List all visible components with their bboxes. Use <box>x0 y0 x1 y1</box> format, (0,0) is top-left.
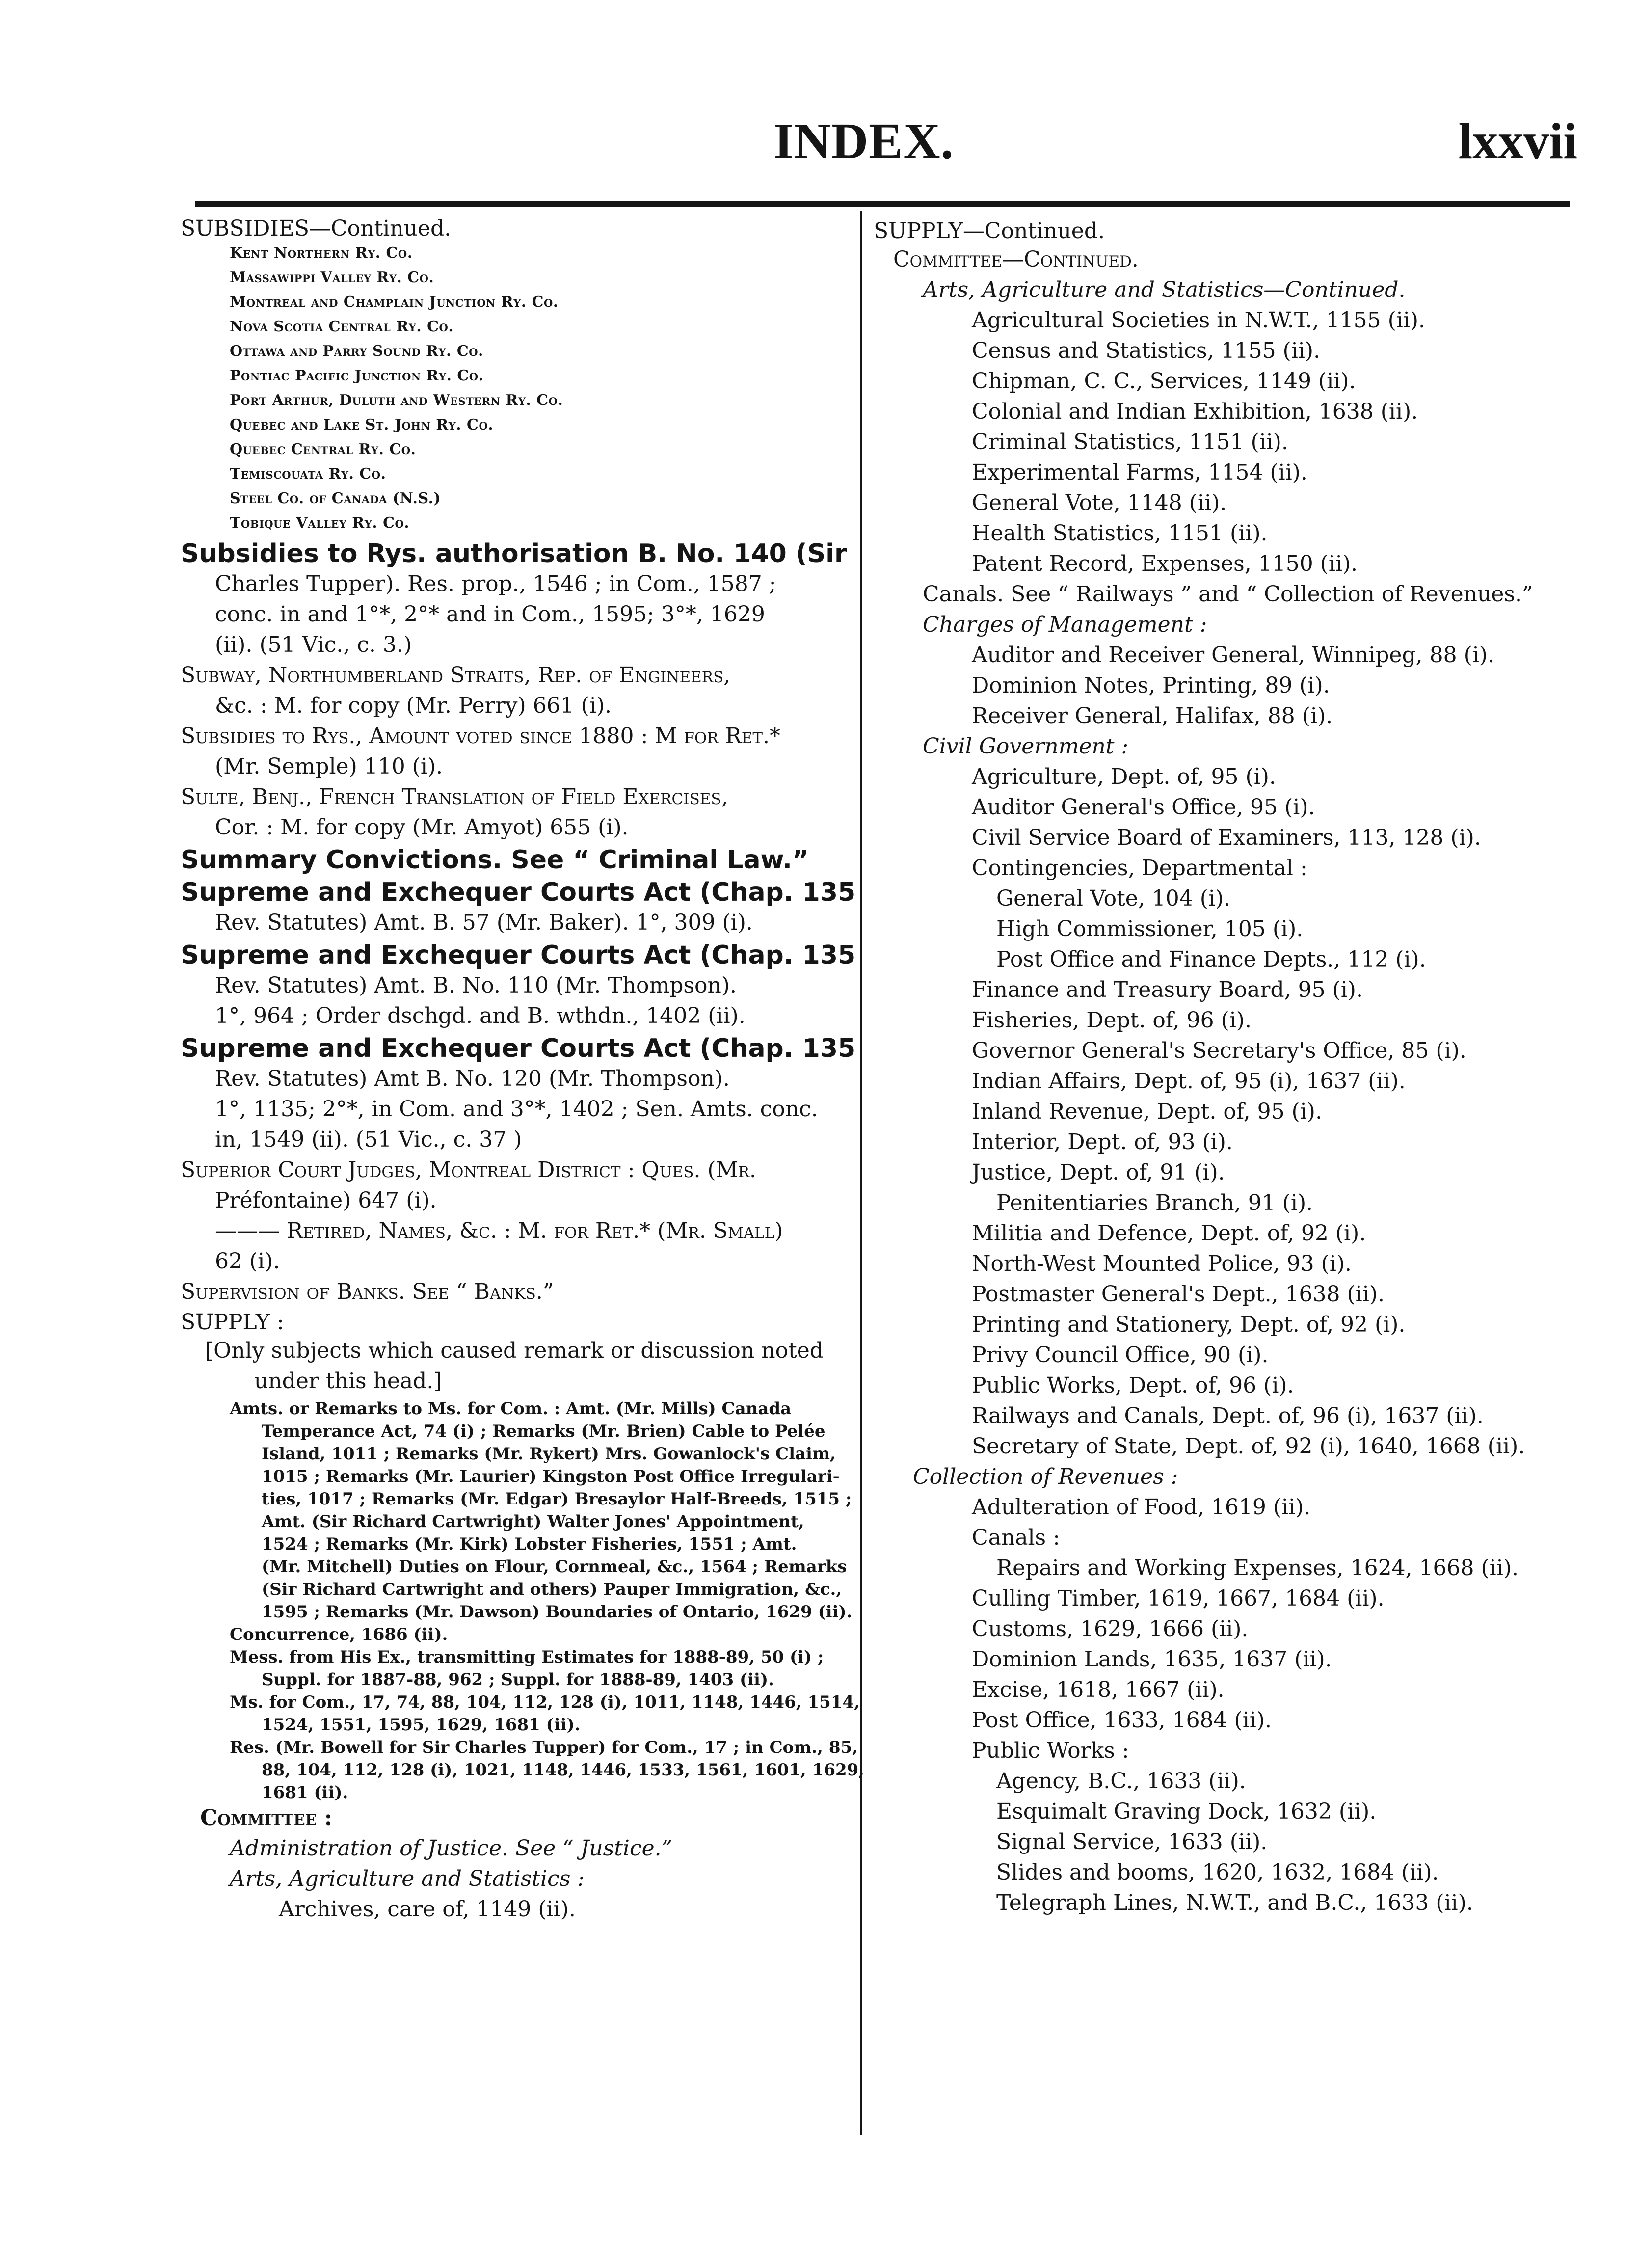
index-entry-line: 1595 ; Remarks (Mr. Dawson) Boundaries of Ontario, 1629 (ii). <box>262 1602 853 1622</box>
index-entry-line: 1681 (ii). <box>262 1783 348 1802</box>
index-entry-line: Rev. Statutes) Amt. B. 57 (Mr. Baker). 1°, 309 (i). <box>215 910 753 935</box>
index-entry-line: Public Works, Dept. of, 96 (i). <box>972 1373 1294 1398</box>
index-entry-line: Railways and Canals, Dept. of, 96 (i), 1637 (ii). <box>972 1403 1484 1428</box>
index-entry-line: Massawippi Valley Ry. Co. <box>230 269 434 286</box>
index-entry-line: SUPPLY—Continued. <box>874 218 1105 243</box>
index-entry-line: Suppl. for 1887-88, 962 ; Suppl. for 1888-89, 1403 (ii). <box>262 1670 774 1690</box>
index-entry-line: Pontiac Pacific Junction Ry. Co. <box>230 367 484 384</box>
index-entry-line: 1°, 964 ; Order dschgd. and B. wthdn., 1402 (ii). <box>215 1003 746 1028</box>
index-entry-line: Temiscouata Ry. Co. <box>230 465 386 483</box>
page-number: lxxvii <box>1458 113 1577 169</box>
index-entry-line: SUBSIDIES—Continued. <box>181 216 452 241</box>
index-entry-line: Cor. : M. for copy (Mr. Amyot) 655 (i). <box>215 815 629 840</box>
index-entry-line: Penitentiaries Branch, 91 (i). <box>996 1190 1313 1215</box>
index-entry-line: Adulteration of Food, 1619 (ii). <box>972 1495 1311 1520</box>
index-entry-line: Census and Statistics, 1155 (ii). <box>972 338 1321 363</box>
index-entry-line: Committee : <box>200 1805 333 1830</box>
header-rule <box>195 201 1570 207</box>
index-entry-line: 62 (i). <box>215 1249 280 1274</box>
index-entry-line: SUPPLY : <box>181 1310 284 1335</box>
index-entry-line: Dominion Lands, 1635, 1637 (ii). <box>972 1647 1332 1672</box>
index-entry-line: Concurrence, 1686 (ii). <box>230 1625 448 1644</box>
index-entry-line: Supervision of Banks. See “ Banks.” <box>181 1279 554 1304</box>
index-entry-line: 1524, 1551, 1595, 1629, 1681 (ii). <box>262 1715 581 1735</box>
index-entry-line: Contingencies, Departmental : <box>972 856 1307 881</box>
index-entry-line: 1015 ; Remarks (Mr. Laurier) Kingston Post Office Irregulari- <box>262 1467 840 1486</box>
index-entry-line: Subsidies to Rys. authorisation B. No. 140 (Sir <box>181 539 847 568</box>
index-entry-line: North-West Mounted Police, 93 (i). <box>972 1251 1352 1276</box>
index-entry-line: Civil Government : <box>923 734 1129 759</box>
index-entry-line: Subsidies to Rys., Amount voted since 1880 : M for Ret.* <box>181 724 781 749</box>
index-entry-line: Amt. (Sir Richard Cartwright) Walter Jones' Appointment, <box>262 1512 804 1531</box>
index-entry-line: Arts, Agriculture and Statistics : <box>230 1866 585 1891</box>
index-entry-line: (Mr. Semple) 110 (i). <box>215 754 443 779</box>
index-entry-line: General Vote, 104 (i). <box>996 886 1231 911</box>
index-entry-line: Governor General's Secretary's Office, 85 (i). <box>972 1038 1466 1063</box>
index-entry-line: ——— Retired, Names, &c. : M. for Ret.* (Mr. Small) <box>215 1218 783 1243</box>
page-title: INDEX. <box>773 113 954 169</box>
index-entry-line: Res. (Mr. Bowell for Sir Charles Tupper) for Com., 17 ; in Com., 85, <box>230 1738 858 1757</box>
index-entry-line: Colonial and Indian Exhibition, 1638 (ii). <box>972 399 1418 424</box>
index-entry-line: Rev. Statutes) Amt. B. No. 110 (Mr. Thompson). <box>215 973 737 998</box>
index-entry-line: Receiver General, Halifax, 88 (i). <box>972 703 1333 728</box>
index-entry-line: Agricultural Societies in N.W.T., 1155 (ii). <box>972 308 1426 333</box>
index-entry-line: Slides and booms, 1620, 1632, 1684 (ii). <box>996 1860 1439 1885</box>
index-entry-line: Administration of Justice. See “ Justice.” <box>230 1836 673 1861</box>
index-entry-line: Archives, care of, 1149 (ii). <box>279 1897 576 1922</box>
index-entry-line: ties, 1017 ; Remarks (Mr. Edgar) Bresaylor Half-Breeds, 1515 ; <box>262 1489 852 1509</box>
index-entry-line: Quebec Central Ry. Co. <box>230 441 416 458</box>
index-entry-line: Indian Affairs, Dept. of, 95 (i), 1637 (ii). <box>972 1069 1406 1094</box>
index-entry-line: Charles Tupper). Res. prop., 1546 ; in Com., 1587 ; <box>215 571 776 596</box>
index-entry-line: Privy Council Office, 90 (i). <box>972 1343 1269 1368</box>
index-entry-line: Quebec and Lake St. John Ry. Co. <box>230 416 494 433</box>
index-entry-line: under this head.] <box>254 1369 442 1394</box>
index-entry-line: Superior Court Judges, Montreal District : Ques. (Mr. <box>181 1157 756 1182</box>
index-entry-line: [Only subjects which caused remark or discussion noted <box>205 1338 824 1363</box>
index-entry-line: Canals. See “ Railways ” and “ Collection of Revenues.” <box>923 582 1533 607</box>
index-entry-line: Committee—Continued. <box>893 247 1139 272</box>
index-entry-line: Supreme and Exchequer Courts Act (Chap. 135 <box>181 940 856 970</box>
index-entry-line: Port Arthur, Duluth and Western Ry. Co. <box>230 392 563 409</box>
index-entry-line: Summary Convictions. See “ Criminal Law.” <box>181 845 809 875</box>
index-entry-line: Island, 1011 ; Remarks (Mr. Rykert) Mrs. Gowanlock's Claim, <box>262 1444 836 1464</box>
index-entry-line: Supreme and Exchequer Courts Act (Chap. 135 <box>181 878 856 907</box>
index-entry-line: Civil Service Board of Examiners, 113, 128 (i). <box>972 825 1481 850</box>
index-entry-line: Chipman, C. C., Services, 1149 (ii). <box>972 369 1356 394</box>
index-entry-line: Repairs and Working Expenses, 1624, 1668 (ii). <box>996 1556 1519 1581</box>
index-entry-line: Excise, 1618, 1667 (ii). <box>972 1677 1225 1702</box>
index-entry-line: Printing and Stationery, Dept. of, 92 (i). <box>972 1312 1406 1337</box>
index-entry-line: Interior, Dept. of, 93 (i). <box>972 1129 1233 1155</box>
index-entry-line: 1°, 1135; 2°*, in Com. and 3°*, 1402 ; Sen. Amts. conc. <box>215 1097 818 1122</box>
index-entry-line: Public Works : <box>972 1738 1129 1763</box>
index-entry-line: (ii). (51 Vic., c. 3.) <box>215 632 412 657</box>
index-entry-line: Sulte, Benj., French Translation of Field Exercises, <box>181 784 728 809</box>
index-entry-line: 1524 ; Remarks (Mr. Kirk) Lobster Fisheries, 1551 ; Amt. <box>262 1534 797 1554</box>
index-entry-line: Arts, Agriculture and Statistics—Continued. <box>923 277 1406 302</box>
index-entry-line: &c. : M. for copy (Mr. Perry) 661 (i). <box>215 693 612 718</box>
index-entry-line: in, 1549 (ii). (51 Vic., c. 37 ) <box>215 1127 522 1152</box>
index-entry-line: Ms. for Com., 17, 74, 88, 104, 112, 128 (i), 1011, 1148, 1446, 1514, <box>230 1692 860 1712</box>
index-entry-line: Patent Record, Expenses, 1150 (ii). <box>972 551 1358 576</box>
index-entry-line: Agency, B.C., 1633 (ii). <box>996 1769 1246 1794</box>
index-entry-line: Criminal Statistics, 1151 (ii). <box>972 430 1288 455</box>
index-entry-line: Esquimalt Graving Dock, 1632 (ii). <box>996 1799 1377 1824</box>
index-entry-line: (Mr. Mitchell) Duties on Flour, Cornmeal, &c., 1564 ; Remarks <box>262 1557 847 1577</box>
index-entry-line: Supreme and Exchequer Courts Act (Chap. 135 <box>181 1034 856 1063</box>
index-entry-line: Customs, 1629, 1666 (ii). <box>972 1616 1249 1641</box>
index-entry-line: Steel Co. of Canada (N.S.) <box>230 490 441 507</box>
index-entry-line: Signal Service, 1633 (ii). <box>996 1829 1268 1854</box>
index-entry-line: Ottawa and Parry Sound Ry. Co. <box>230 343 483 360</box>
index-entry-line: Experimental Farms, 1154 (ii). <box>972 460 1307 485</box>
index-entry-line: Secretary of State, Dept. of, 92 (i), 1640, 1668 (ii). <box>972 1434 1525 1459</box>
index-entry-line: conc. in and 1°*, 2°* and in Com., 1595; 3°*, 1629 <box>215 602 765 627</box>
index-entry-line: Postmaster General's Dept., 1638 (ii). <box>972 1282 1385 1307</box>
index-entry-line: Tobique Valley Ry. Co. <box>230 514 410 532</box>
index-entry-line: Temperance Act, 74 (i) ; Remarks (Mr. Brien) Cable to Pelée <box>262 1422 826 1441</box>
index-entry-line: High Commissioner, 105 (i). <box>996 916 1304 941</box>
index-entry-line: Amts. or Remarks to Ms. for Com. : Amt. (Mr. Mills) Canada <box>230 1399 792 1419</box>
index-entry-line: Auditor and Receiver General, Winnipeg, 88 (i). <box>972 643 1494 668</box>
index-entry-line: Telegraph Lines, N.W.T., and B.C., 1633 (ii). <box>996 1890 1473 1915</box>
index-entry-line: Inland Revenue, Dept. of, 95 (i). <box>972 1099 1322 1124</box>
index-entry-line: Collection of Revenues : <box>913 1464 1178 1489</box>
index-entry-line: (Sir Richard Cartwright and others) Pauper Immigration, &c., <box>262 1580 842 1599</box>
index-entry-line: Rev. Statutes) Amt B. No. 120 (Mr. Thompson). <box>215 1066 730 1091</box>
index-entry-line: Culling Timber, 1619, 1667, 1684 (ii). <box>972 1586 1385 1611</box>
index-entry-line: Health Statistics, 1151 (ii). <box>972 521 1268 546</box>
index-entry-line: Montreal and Champlain Junction Ry. Co. <box>230 294 559 311</box>
index-entry-line: Justice, Dept. of, 91 (i). <box>972 1160 1225 1185</box>
index-entry-line: Mess. from His Ex., transmitting Estimates for 1888-89, 50 (i) ; <box>230 1647 824 1667</box>
index-entry-line: Charges of Management : <box>923 612 1207 637</box>
index-entry-line: Kent Northern Ry. Co. <box>230 244 413 262</box>
index-entry-line: Fisheries, Dept. of, 96 (i). <box>972 1008 1252 1033</box>
index-entry-line: Auditor General's Office, 95 (i). <box>972 795 1315 820</box>
index-entry-line: 88, 104, 112, 128 (i), 1021, 1148, 1446, 1533, 1561, 1601, 1629, <box>262 1760 865 1780</box>
column-divider <box>860 211 862 2135</box>
index-entry-line: Canals : <box>972 1525 1060 1550</box>
index-entry-line: Post Office and Finance Depts., 112 (i). <box>996 947 1426 972</box>
index-entry-line: Nova Scotia Central Ry. Co. <box>230 318 454 335</box>
index-entry-line: Finance and Treasury Board, 95 (i). <box>972 977 1363 1002</box>
index-entry-line: Militia and Defence, Dept. of, 92 (i). <box>972 1221 1366 1246</box>
index-entry-line: Subway, Northumberland Straits, Rep. of Engineers, <box>181 663 731 688</box>
index-entry-line: Agriculture, Dept. of, 95 (i). <box>972 764 1276 789</box>
index-entry-line: Post Office, 1633, 1684 (ii). <box>972 1708 1272 1733</box>
index-entry-line: Dominion Notes, Printing, 89 (i). <box>972 673 1330 698</box>
index-entry-line: General Vote, 1148 (ii). <box>972 490 1227 515</box>
index-entry-line: Préfontaine) 647 (i). <box>215 1188 437 1213</box>
